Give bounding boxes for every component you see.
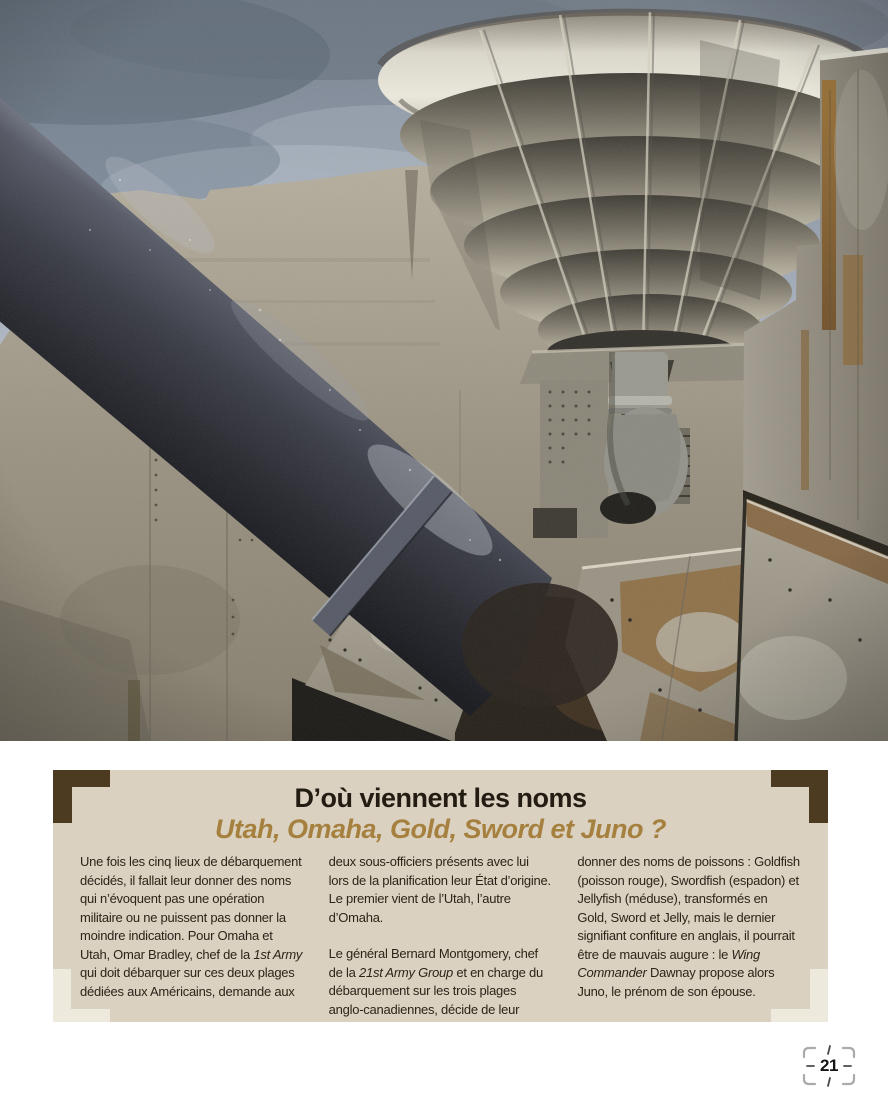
infobox-title: D’où viennent les noms <box>294 783 587 813</box>
page-number-badge <box>801 1044 857 1088</box>
infobox-columns <box>53 844 828 1019</box>
body-paragraph: deux sous-officiers présents avec lui lors de la planification leur État d’origine. Le premier vient de l’Utah, l’autre d’Omaha. <box>328 854 551 925</box>
page-number: 21 <box>820 1056 838 1075</box>
corner-bracket-top-right-icon <box>809 770 828 823</box>
body-paragraph: Une fois les cinq lieux de débarquement décidés, il fallait leur donner des noms qui n’évoquent pas une opération militaire ou ne puissent pas donner la moindre indication. Pour Omaha et Utah, Omar Bradley, chef de la 1st Army qui doit débarquer sur ces deux plages dédiées aux Américains, demande aux <box>80 854 303 999</box>
body-paragraph: Le général Bernard Montgomery, chef de la 21st Army Group et en charge du débarquement sur les trois plages anglo-canadiennes, décide de leur <box>328 946 543 1017</box>
infobox-subtitle: Utah, Omaha, Gold, Sword et Juno ? <box>214 814 667 844</box>
infobox <box>53 770 828 1022</box>
infobox-column <box>80 853 303 1019</box>
corner-step-bottom-left-icon <box>53 969 71 1022</box>
corner-bracket-top-left-icon <box>53 770 72 823</box>
infobox-column <box>577 853 800 1019</box>
infobox-column <box>329 853 552 1019</box>
body-paragraph: donner des noms de poissons : Goldfish (poisson rouge), Swordfish (espadon) et Jellyfish (méduse), transformés en Gold, Sword et Jelly, mais le dernier signifiant confiture en anglais, il pourrait être de mauvais augure : le Wing Commander Dawnay propose alors Juno, le prénom de son épouse. <box>577 854 800 999</box>
corner-step-bottom-right-icon <box>810 969 828 1022</box>
